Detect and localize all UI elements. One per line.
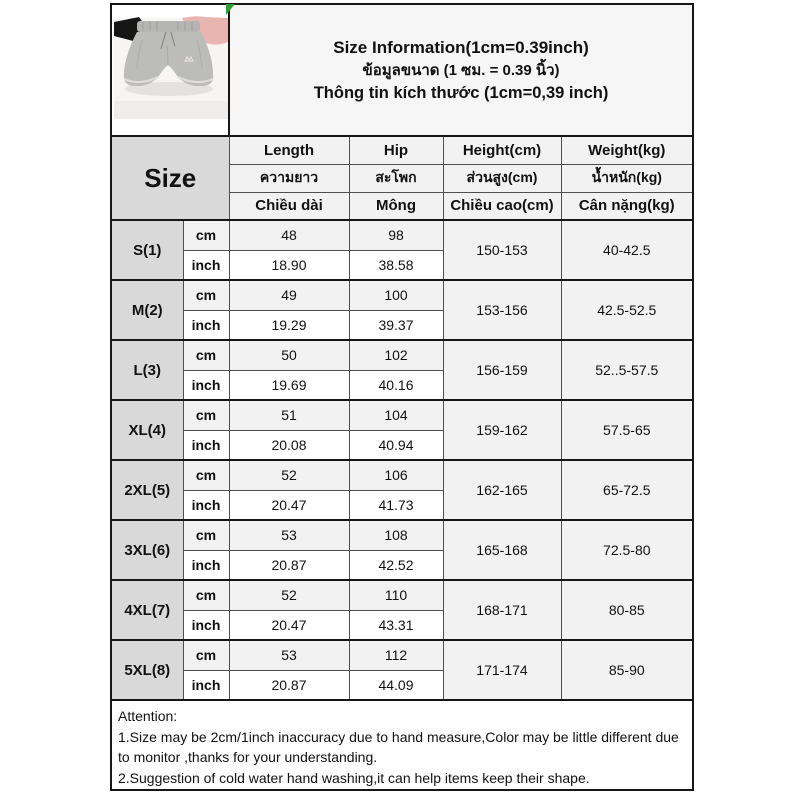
product-image	[111, 4, 229, 136]
weight-value: 40-42.5	[561, 220, 693, 280]
length-inch-value: 20.08	[229, 430, 349, 460]
attention-row	[111, 700, 693, 790]
table-row	[111, 520, 693, 550]
table-row	[111, 400, 693, 430]
col-header-length-th: ความยาว	[229, 164, 349, 192]
col-header-hip-th: สะโพก	[349, 164, 443, 192]
hip-cm-value: 106	[349, 460, 443, 490]
col-header-height-en: Height(cm)	[443, 136, 561, 164]
unit-inch-label: inch	[183, 610, 229, 640]
unit-cm-label: cm	[183, 640, 229, 670]
length-cm-value: 49	[229, 280, 349, 310]
length-cm-value: 52	[229, 460, 349, 490]
height-value: 159-162	[443, 400, 561, 460]
length-cm-value: 50	[229, 340, 349, 370]
weight-value: 52..5-57.5	[561, 340, 693, 400]
title-line-en: Size Information(1cm=0.39inch)	[333, 37, 589, 57]
unit-cm-label: cm	[183, 340, 229, 370]
size-label: 5XL(8)	[111, 640, 183, 700]
unit-inch-label: inch	[183, 550, 229, 580]
col-header-length-en: Length	[229, 136, 349, 164]
unit-inch-label: inch	[183, 670, 229, 700]
size-label: 3XL(6)	[111, 520, 183, 580]
weight-value: 42.5-52.5	[561, 280, 693, 340]
weight-value: 57.5-65	[561, 400, 693, 460]
length-cm-value: 53	[229, 640, 349, 670]
col-header-hip-en: Hip	[349, 136, 443, 164]
col-header-length-vi: Chiều dài	[229, 192, 349, 220]
size-label: 2XL(5)	[111, 460, 183, 520]
hip-inch-value: 42.52	[349, 550, 443, 580]
hip-cm-value: 100	[349, 280, 443, 310]
size-label: XL(4)	[111, 400, 183, 460]
length-inch-value: 19.29	[229, 310, 349, 340]
hip-inch-value: 39.37	[349, 310, 443, 340]
size-label: L(3)	[111, 340, 183, 400]
weight-value: 72.5-80	[561, 520, 693, 580]
col-header-height-vi: Chiều cao(cm)	[443, 192, 561, 220]
height-value: 150-153	[443, 220, 561, 280]
hip-inch-value: 40.94	[349, 430, 443, 460]
unit-cm-label: cm	[183, 280, 229, 310]
unit-cm-label: cm	[183, 400, 229, 430]
length-cm-value: 48	[229, 220, 349, 250]
weight-value: 85-90	[561, 640, 693, 700]
unit-inch-label: inch	[183, 370, 229, 400]
size-label: S(1)	[111, 220, 183, 280]
unit-inch-label: inch	[183, 490, 229, 520]
length-inch-value: 20.47	[229, 610, 349, 640]
hip-cm-value: 104	[349, 400, 443, 430]
title-block	[229, 4, 693, 136]
size-label: 4XL(7)	[111, 580, 183, 640]
size-label: M(2)	[111, 280, 183, 340]
corner-flag-icon	[226, 4, 235, 15]
length-cm-value: 51	[229, 400, 349, 430]
length-inch-value: 19.69	[229, 370, 349, 400]
col-header-hip-vi: Mông	[349, 192, 443, 220]
table-row	[111, 640, 693, 670]
size-header: Size	[111, 136, 229, 220]
title-row	[111, 4, 693, 136]
hip-cm-value: 102	[349, 340, 443, 370]
hip-inch-value: 40.16	[349, 370, 443, 400]
length-cm-value: 52	[229, 580, 349, 610]
height-value: 153-156	[443, 280, 561, 340]
hip-cm-value: 98	[349, 220, 443, 250]
height-value: 162-165	[443, 460, 561, 520]
length-inch-value: 20.47	[229, 490, 349, 520]
unit-inch-label: inch	[183, 430, 229, 460]
length-inch-value: 20.87	[229, 670, 349, 700]
table-row	[111, 220, 693, 250]
table-row	[111, 340, 693, 370]
hip-cm-value: 112	[349, 640, 443, 670]
length-inch-value: 20.87	[229, 550, 349, 580]
hip-inch-value: 41.73	[349, 490, 443, 520]
length-cm-value: 53	[229, 520, 349, 550]
attention-note	[111, 700, 693, 790]
unit-cm-label: cm	[183, 220, 229, 250]
col-header-weight-th: น้ำหนัก(kg)	[561, 164, 693, 192]
height-value: 168-171	[443, 580, 561, 640]
unit-cm-label: cm	[183, 580, 229, 610]
hip-inch-value: 38.58	[349, 250, 443, 280]
hip-inch-value: 43.31	[349, 610, 443, 640]
shorts-waistband	[137, 21, 200, 32]
weight-value: 65-72.5	[561, 460, 693, 520]
col-header-weight-vi: Cân nặng(kg)	[561, 192, 693, 220]
length-inch-value: 18.90	[229, 250, 349, 280]
height-value: 171-174	[443, 640, 561, 700]
table-row	[111, 280, 693, 310]
hip-cm-value: 110	[349, 580, 443, 610]
col-header-weight-en: Weight(kg)	[561, 136, 693, 164]
weight-value: 80-85	[561, 580, 693, 640]
unit-inch-label: inch	[183, 250, 229, 280]
header-row-en	[111, 136, 693, 164]
unit-cm-label: cm	[183, 520, 229, 550]
col-header-height-th: ส่วนสูง(cm)	[443, 164, 561, 192]
shorts-illustration	[112, 5, 229, 135]
height-value: 156-159	[443, 340, 561, 400]
attention-line-2: 2.Suggestion of cold water hand washing,it can help items keep their shape.	[118, 770, 590, 787]
height-value: 165-168	[443, 520, 561, 580]
unit-inch-label: inch	[183, 310, 229, 340]
title-line-th: ข้อมูลขนาด (1 ซม. = 0.39 นิ้ว)	[362, 61, 560, 79]
hip-cm-value: 108	[349, 520, 443, 550]
title-line-vi: Thông tin kích thước (1cm=0,39 inch)	[313, 83, 609, 102]
table-row	[111, 460, 693, 490]
size-table	[110, 3, 694, 791]
unit-cm-label: cm	[183, 460, 229, 490]
table-row	[111, 580, 693, 610]
attention-line-1: 1.Size may be 2cm/1inch inaccuracy due to hand measure,Color may be little different due to monitor ,thanks for your understanding.	[118, 728, 679, 766]
hip-inch-value: 44.09	[349, 670, 443, 700]
attention-heading: Attention:	[118, 708, 178, 724]
